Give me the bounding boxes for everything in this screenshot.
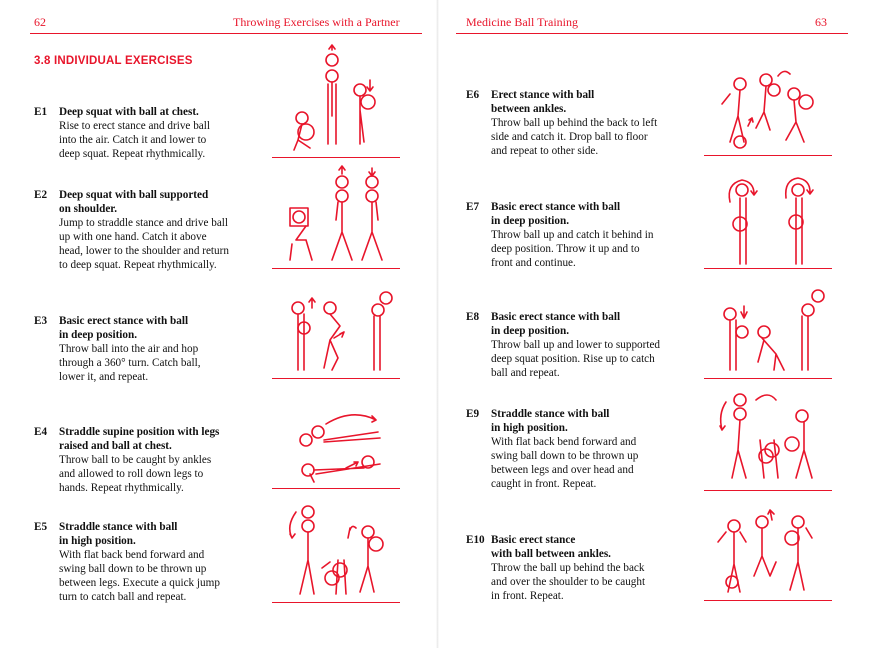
exercise-code: E1 [34,106,48,118]
body-line: Jump to straddle stance and drive ball [59,217,229,229]
exercise-description [491,338,660,380]
body-line: Throw ball into the air and hop [59,343,199,355]
exercise-e7 [466,200,654,270]
e5-stick-figure-illustration [278,504,396,600]
e7-figure-rule [704,268,832,269]
title-line: in deep position. [491,325,570,337]
title-line: between ankles. [491,103,567,115]
exercise-code: E3 [34,315,48,327]
exercise-title [59,425,219,453]
e3-stick-figure-illustration [284,284,396,376]
title-line: Basic erect stance with ball [59,315,189,327]
left-running-head: Throwing Exercises with a Partner [233,15,400,29]
body-line: side and catch it. Drop ball to floor [491,131,648,143]
exercise-code: E10 [466,534,485,546]
body-line: front and continue. [491,257,576,269]
exercise-code: E6 [466,89,480,101]
title-line: Erect stance with ball [491,89,595,101]
exercise-e5 [34,520,220,604]
body-line: caught in front. Repeat. [491,478,597,490]
right-page-number: 63 [815,15,827,29]
body-line: in front. Repeat. [491,590,564,602]
section-title: 3.8 INDIVIDUAL EXERCISES [34,55,193,67]
exercise-description [491,561,645,603]
exercise-e8 [466,310,660,380]
title-line: Basic erect stance with ball [491,311,621,323]
exercise-e6 [466,88,657,158]
body-line: Throw the ball up behind the back [491,562,645,574]
body-line: deep squat position. Rise up to catch [491,353,655,365]
e3-figure-rule [272,378,400,379]
body-line: between legs and over head and [491,464,634,476]
body-line: Throw ball up behind the back to left [491,117,658,129]
e8-figure-rule [704,378,832,379]
e1-figure-rule [272,157,400,158]
exercise-description [491,228,654,270]
body-line: into the air. Catch it and lower to [59,134,207,146]
title-line: Straddle stance with ball [59,521,178,533]
exercise-title [491,310,660,338]
body-line: With flat back bend forward and [491,436,637,448]
body-line: lower it, and repeat. [59,371,149,383]
left-page-number: 62 [34,15,46,29]
exercise-title [59,188,229,216]
body-line: turn to catch ball and repeat. [59,591,187,603]
exercise-description [491,116,657,158]
e9-figure-rule [704,490,832,491]
body-line: head, lower to the shoulder and return [59,245,229,257]
exercise-description [59,119,210,161]
e9-stick-figure-illustration [712,390,830,488]
exercise-e3 [34,314,201,384]
e6-figure-rule [704,155,832,156]
title-line: raised and ball at chest. [59,440,172,452]
body-line: Throw ball up and catch it behind in [491,229,654,241]
title-line: Basic erect stance [491,534,576,546]
body-line: swing ball down to be thrown up [491,450,639,462]
exercise-description [59,216,229,272]
body-line: hands. Repeat rhythmically. [59,482,184,494]
e10-stick-figure-illustration [712,506,828,598]
e2-stick-figure-illustration [282,160,394,270]
e4-stick-figure-illustration [294,410,398,488]
body-line: deep squat. Repeat rhythmically. [59,148,206,160]
exercise-description [59,453,219,495]
exercise-code: E7 [466,201,480,213]
body-line: deep position. Throw it up and to [491,243,640,255]
exercise-title [491,200,654,228]
e4-figure-rule [272,488,400,489]
body-line: Throw ball to be caught by ankles [59,454,212,466]
exercise-e2 [34,188,229,272]
exercise-title [59,520,220,548]
title-line: in deep position. [59,329,138,341]
exercise-code: E5 [34,521,48,533]
page-gutter [436,0,439,648]
exercise-e1 [34,105,210,161]
body-line: With flat back bend forward and [59,549,205,561]
e10-figure-rule [704,600,832,601]
title-line: Deep squat with ball at chest. [59,106,199,118]
left-header-rule [30,33,422,34]
exercise-code: E2 [34,189,48,201]
exercise-description [491,435,638,491]
exercise-title [491,407,638,435]
exercise-title [491,533,645,561]
body-line: up with one hand. Catch it above [59,231,207,243]
title-line: Straddle supine position with legs [59,426,220,438]
right-header-rule [456,33,848,34]
exercise-description [59,548,220,604]
title-line: Straddle stance with ball [491,408,610,420]
exercise-e10 [466,533,645,603]
title-line: in deep position. [491,215,570,227]
title-line: Basic erect stance with ball [491,201,621,213]
exercise-code: E4 [34,426,48,438]
exercise-title [491,88,657,116]
title-line: Deep squat with ball supported [59,189,209,201]
title-line: in high position. [59,535,136,547]
body-line: between legs. Execute a quick jump [59,577,220,589]
body-line: and allowed to roll down legs to [59,468,204,480]
title-line: on shoulder. [59,203,118,215]
exercise-code: E8 [466,311,480,323]
e5-figure-rule [272,602,400,603]
title-line: with ball between ankles. [491,548,611,560]
body-line: Throw ball up and lower to supported [491,339,661,351]
body-line: and repeat to other side. [491,145,599,157]
body-line: swing ball down to be thrown up [59,563,207,575]
e8-stick-figure-illustration [718,286,830,378]
e6-stick-figure-illustration [714,70,830,154]
e1-stick-figure-illustration [280,44,390,156]
exercise-code: E9 [466,408,480,420]
body-line: to deep squat. Repeat rhythmically. [59,259,217,271]
exercise-description [59,342,201,384]
body-line: and over the shoulder to be caught [491,576,646,588]
body-line: Rise to erect stance and drive ball [59,120,210,132]
exercise-e9 [466,407,638,491]
e2-figure-rule [272,268,400,269]
body-line: ball and repeat. [491,367,560,379]
exercise-title [59,105,210,119]
e7-stick-figure-illustration [720,176,820,268]
body-line: through a 360° turn. Catch ball, [59,357,201,369]
right-running-head: Medicine Ball Training [466,15,578,29]
exercise-title [59,314,201,342]
title-line: in high position. [491,422,568,434]
exercise-e4 [34,425,219,495]
